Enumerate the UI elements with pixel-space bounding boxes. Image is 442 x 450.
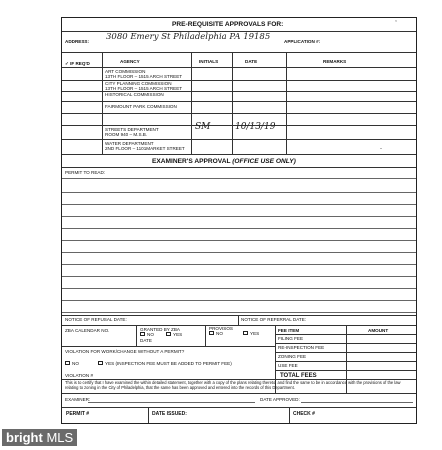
column-if-required: ✓ IF REQ'D [65,61,90,66]
violation-yes-checkbox[interactable] [98,361,103,365]
agency-historical-commission: HISTORICAL COMMISSION [105,92,164,97]
fee-item-header: FEE ITEM [278,328,300,333]
column-remarks: REMARKS [323,59,347,64]
application-number-label: APPLICATION #: [284,39,321,44]
brightmls-watermark: bright MLS [2,429,77,446]
filing-fee-label: FILING FEE [278,336,304,341]
date-approved-label: DATE APPROVED: [260,397,300,402]
violation-no-checkbox[interactable] [65,361,70,365]
address-label: ADDRESS: [65,39,89,44]
provisos-label: PROVISOS [209,326,233,331]
granted-yes-label: YES [173,332,183,337]
streets-date: 10/13/19 [235,122,276,132]
notice-refusal-label: NOTICE OF REFUSAL DATE: [65,317,127,322]
notice-referral-label: NOTICE OF REFERRAL DATE: [241,317,307,322]
agency-water-department: WATER DEPARTMENT [105,141,154,146]
provisos-yes-label: YES [250,331,260,336]
agency-streets-department: STREETS DEPARTMENT [105,127,159,132]
total-fees-label: TOTAL FEES [280,373,317,379]
certification-text: This is to certify that I have examined the within detailed statement, together with a copy of the plans relating thereto, and find the same to be in accordance with the provisions of the law relating to zoning in the City of Philadelphia, that the same has been approved and entered into the records of this Department. [65,380,401,390]
agency-city-planning-address: 13TH FLOOR – 1515 ARCH STREET [105,86,183,91]
form-title: PRE-REQUISITE APPROVALS FOR: [172,21,284,28]
column-agency: AGENCY [120,59,140,64]
granted-by-zba-label: GRANTED BY ZBA [140,327,180,332]
permit-to-read-label: PERMIT TO READ: [65,170,106,175]
stray-mark: - [380,146,382,152]
permit-number-label: PERMIT # [66,411,90,417]
agency-art-commission-address: 13TH FLOOR – 1515 ARCH STREET [105,74,183,79]
violation-yes-label: YES (INSPECTION FEE MUST BE ADDED TO PERMIT FEE) [105,361,232,366]
reinspection-fee-label: RE-INSPECTION FEE [278,345,325,350]
column-date: DATE [245,59,258,64]
examiner-approval-title: EXAMINER'S APPROVAL (OFFICE USE ONLY) [152,158,296,165]
provisos-no-label: NO [216,331,223,336]
violation-question: VIOLATION FOR WORK/CHANGE WITHOUT A PERMIT? [65,349,185,354]
stray-mark: , [395,16,397,23]
provisos-no-checkbox[interactable] [209,331,214,335]
date-issued-label: DATE ISSUED: [152,411,187,417]
check-number-label: CHECK # [293,411,315,417]
column-initials: INITIALS [199,59,219,64]
zoning-fee-label: ZONING FEE [278,354,307,359]
granted-no-label: NO [147,332,154,337]
agency-city-planning: CITY PLANNING COMMISSION [105,81,172,86]
fee-amount-header: AMOUNT [368,328,389,333]
violation-number-label: VIOLATION # [65,373,93,378]
prerequisite-approvals-form [61,17,417,424]
granted-no-checkbox[interactable] [140,332,145,336]
zba-calendar-label: ZBA CALENDAR NO. [65,328,110,333]
granted-yes-checkbox[interactable] [166,332,171,336]
examiner-label: EXAMINER: [65,397,91,402]
agency-water-department-address: 2ND FLOOR – 1101MARKET STREET [105,146,185,151]
agency-streets-department-room: ROOM 940 – M.S.B. [105,132,148,137]
agency-fairmount-park: FAIRMOUNT PARK COMMISSION [105,104,177,109]
agency-art-commission: ART COMMISSION [105,69,146,74]
violation-no-label: NO [72,361,79,366]
granted-date-label: DATE [140,338,152,343]
provisos-yes-checkbox[interactable] [243,331,248,335]
use-fee-label: USE FEE [278,363,298,368]
address-value: 3080 Emery St Philadelphia PA 19185 [106,32,271,42]
streets-initials: SM [195,122,211,132]
